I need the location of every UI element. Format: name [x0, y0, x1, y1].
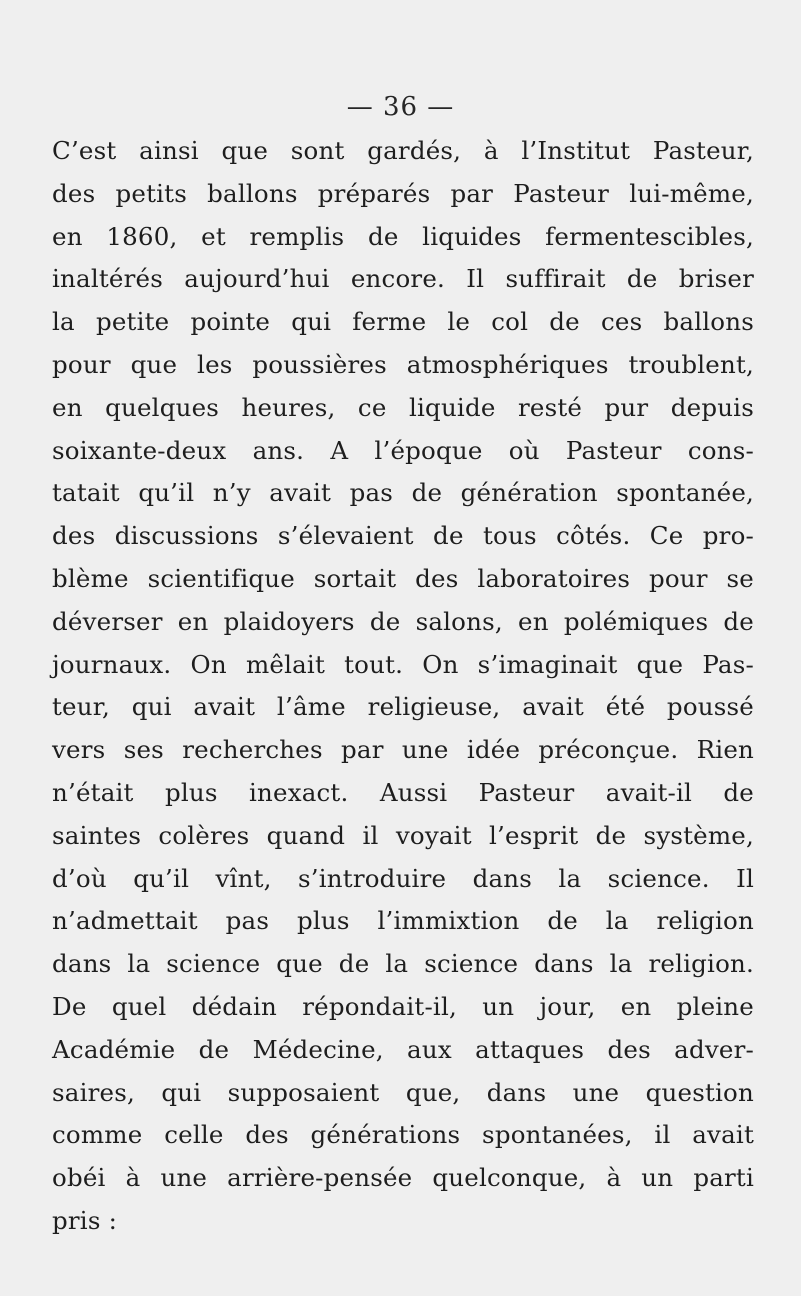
text-line: teur, qui avait l’âme religieuse, avait été poussé [52, 692, 754, 722]
text-line: blème scientifique sortait des laboratoires pour se [52, 563, 754, 593]
text-line: la petite pointe qui ferme le col de ces ballons [52, 307, 754, 337]
text-line: journaux. On mêlait tout. On s’imaginait que Pas- [52, 649, 754, 679]
text-line: en quelques heures, ce liquide resté pur depuis [52, 392, 754, 422]
text-line: De quel dédain répondait-il, un jour, en pleine [52, 991, 754, 1021]
text-line: obéi à une arrière-pensée quelconque, à un parti [52, 1163, 754, 1193]
text-line: déverser en plaidoyers de salons, en polémiques de [52, 606, 754, 636]
body-paragraph [52, 130, 754, 1243]
text-line: n’était plus inexact. Aussi Pasteur avait-il de [52, 777, 754, 807]
text-line: des discussions s’élevaient de tous côtés. Ce pro- [52, 521, 754, 551]
text-line: d’où qu’il vînt, s’introduire dans la science. Il [52, 863, 754, 893]
text-line: dans la science que de la science dans la religion. [52, 949, 754, 979]
text-line: des petits ballons préparés par Pasteur lui-même, [52, 178, 754, 208]
text-line: n’admettait pas plus l’immixtion de la religion [52, 906, 754, 936]
text-line: pour que les poussières atmosphériques troublent, [52, 349, 754, 379]
text-line: tatait qu’il n’y avait pas de génération spontanée, [52, 478, 754, 508]
text-line: saires, qui supposaient que, dans une question [52, 1077, 754, 1107]
text-line: vers ses recherches par une idée préconçue. Rien [52, 735, 754, 765]
text-line: soixante-deux ans. A l’époque où Pasteur cons- [52, 435, 754, 465]
text-line: comme celle des générations spontanées, il avait [52, 1120, 754, 1150]
text-line: inaltérés aujourd’hui encore. Il suffirait de briser [52, 264, 754, 294]
page-number: — 36 — [346, 92, 455, 122]
text-line: Académie de Médecine, aux attaques des adver- [52, 1034, 754, 1064]
text-line: en 1860, et remplis de liquides fermentescibles, [52, 221, 754, 251]
text-line: pris : [52, 1205, 118, 1235]
text-line: C’est ainsi que sont gardés, à l’Institut Pasteur, [52, 136, 754, 165]
text-line: saintes colères quand il voyait l’esprit de système, [52, 820, 754, 850]
